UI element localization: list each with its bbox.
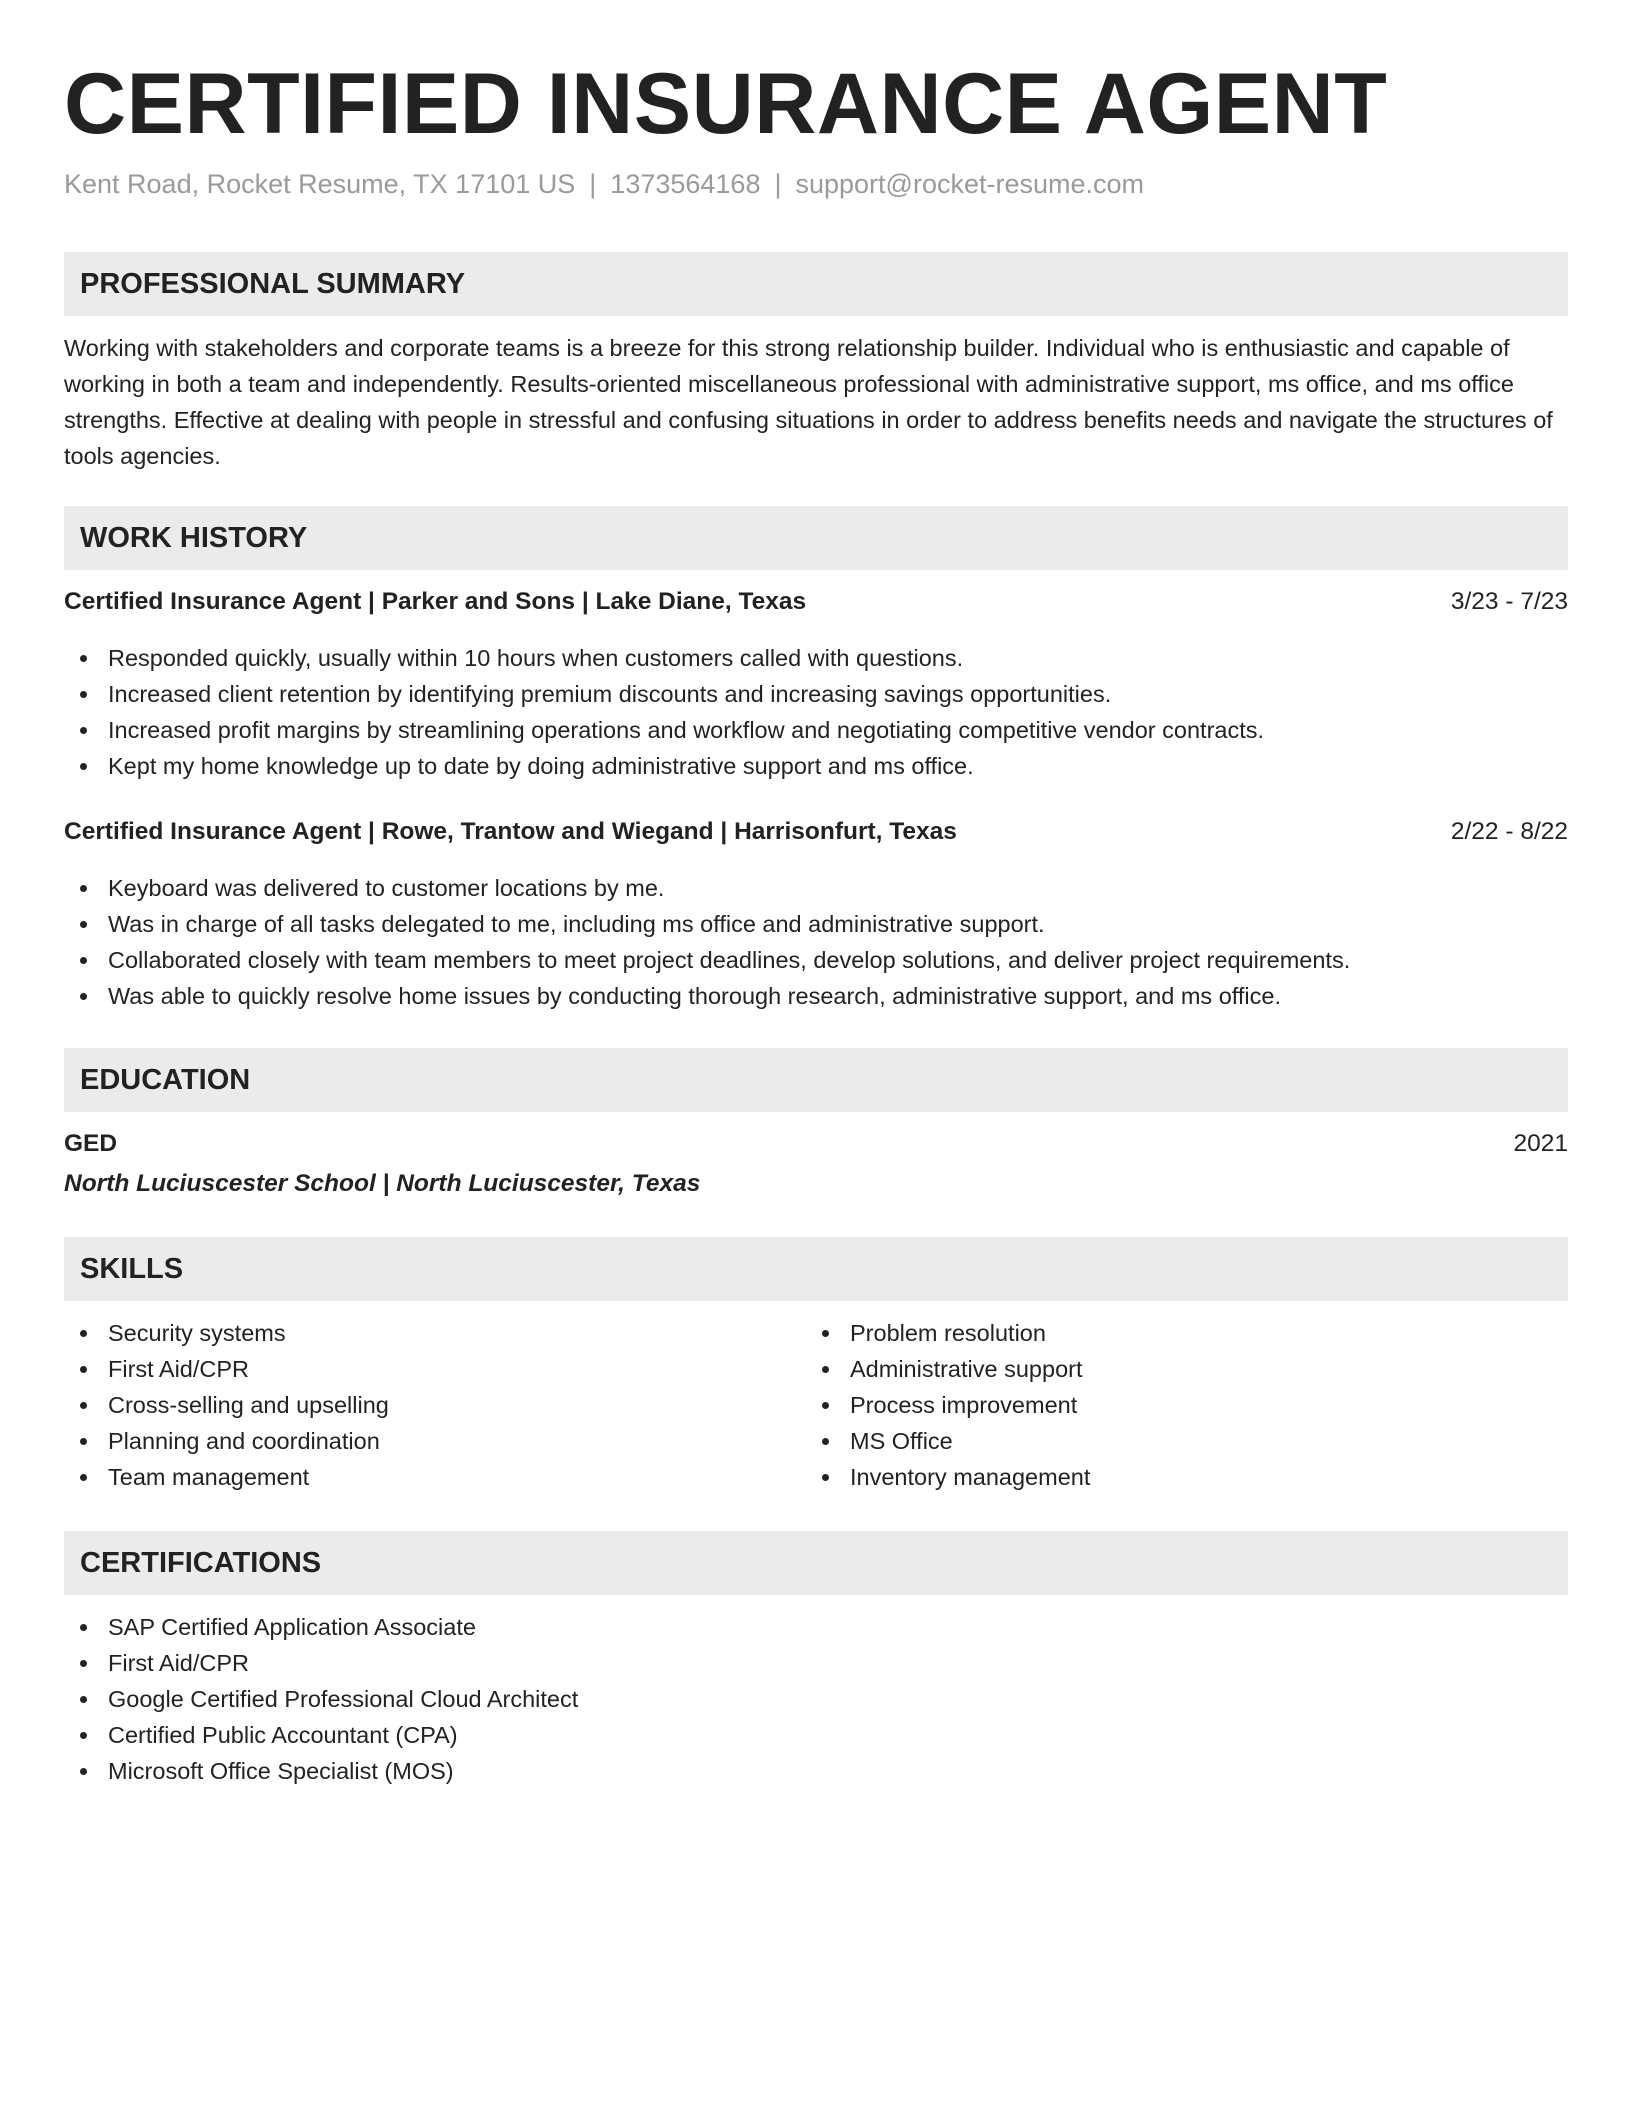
bullet-icon: [80, 1438, 87, 1445]
summary-text: Working with stakeholders and corporate teams is a breeze for this strong relationship builder. Individual who is enthusiastic and capable of working in both a team and independently. Results-oriented miscellaneous professional with administrative support, ms office, and ms office strengths. Effective at dealing with people in stressful and confusing situations in order to address benefits needs and navigate the structures of tools agencies.: [64, 335, 1553, 469]
job-title: Certified Insurance Agent | Rowe, Trantow and Wiegand | Harrisonfurt, Texas: [64, 818, 957, 845]
education-degree: GED: [64, 1130, 118, 1157]
bullet-icon: [80, 993, 87, 1000]
bullet-icon: [80, 763, 87, 770]
bullet-icon: [822, 1402, 829, 1409]
list-item: Administrative support: [806, 1351, 1090, 1387]
list-item: First Aid/CPR: [64, 1645, 578, 1681]
list-item: SAP Certified Application Associate: [64, 1609, 578, 1645]
bullet-icon: [80, 1330, 87, 1337]
skills-list-left: [64, 1315, 389, 1495]
section-header-certifications: CERTIFICATIONS: [64, 1531, 1568, 1595]
skills-list-right: [806, 1315, 1090, 1495]
job-dates: 2/22 - 8/22: [1450, 818, 1568, 845]
list-item: First Aid/CPR: [64, 1351, 389, 1387]
bullet-icon: [822, 1330, 829, 1337]
section-header-summary: PROFESSIONAL SUMMARY: [64, 252, 1568, 316]
contact-separator: |: [589, 169, 597, 199]
section-header-education: EDUCATION: [64, 1048, 1568, 1112]
bullet-icon: [80, 1768, 87, 1775]
bullet-icon: [80, 727, 87, 734]
list-item: Inventory management: [806, 1459, 1090, 1495]
bullet-icon: [822, 1438, 829, 1445]
certifications-list: [64, 1609, 578, 1789]
bullet-icon: [80, 921, 87, 928]
list-item: Process improvement: [806, 1387, 1090, 1423]
job-bullet-list: [64, 870, 1350, 1014]
bullet-icon: [80, 1366, 87, 1373]
list-item: Cross-selling and upselling: [64, 1387, 389, 1423]
bullet-icon: [80, 655, 87, 662]
list-item: Planning and coordination: [64, 1423, 389, 1459]
job-title: Certified Insurance Agent | Parker and Sons | Lake Diane, Texas: [64, 588, 807, 615]
list-item: Keyboard was delivered to customer locations by me.: [64, 870, 1350, 906]
list-item: Google Certified Professional Cloud Architect: [64, 1681, 578, 1717]
contact-phone: 1373564168: [610, 169, 761, 199]
list-item: Team management: [64, 1459, 389, 1495]
list-item: Microsoft Office Specialist (MOS): [64, 1753, 578, 1789]
list-item: Security systems: [64, 1315, 389, 1351]
resume-name-title: CERTIFIED INSURANCE AGENT: [64, 56, 1388, 152]
contact-separator: |: [774, 169, 782, 199]
contact-email: support@rocket-resume.com: [795, 169, 1145, 199]
contact-line: [64, 166, 1144, 202]
bullet-icon: [80, 1696, 87, 1703]
list-item: MS Office: [806, 1423, 1090, 1459]
bullet-icon: [80, 885, 87, 892]
bullet-icon: [80, 1732, 87, 1739]
list-item: Was in charge of all tasks delegated to me, including ms office and administrative support.: [64, 906, 1350, 942]
list-item: Collaborated closely with team members to meet project deadlines, develop solutions, and deliver project requirements.: [64, 942, 1350, 978]
bullet-icon: [80, 1624, 87, 1631]
bullet-icon: [80, 1660, 87, 1667]
job-bullet-list: [64, 640, 1264, 784]
bullet-icon: [822, 1366, 829, 1373]
bullet-icon: [80, 957, 87, 964]
bullet-icon: [80, 1474, 87, 1481]
list-item: Increased profit margins by streamlining operations and workflow and negotiating competitive vendor contracts.: [64, 712, 1264, 748]
job-dates: 3/23 - 7/23: [1450, 588, 1568, 615]
bullet-icon: [80, 1402, 87, 1409]
list-item: Was able to quickly resolve home issues by conducting thorough research, administrative support, and ms office.: [64, 978, 1350, 1014]
list-item: Increased client retention by identifying premium discounts and increasing savings opportunities.: [64, 676, 1264, 712]
list-item: Responded quickly, usually within 10 hours when customers called with questions.: [64, 640, 1264, 676]
section-header-work-history: WORK HISTORY: [64, 506, 1568, 570]
list-item: Certified Public Accountant (CPA): [64, 1717, 578, 1753]
contact-address: Kent Road, Rocket Resume, TX 17101 US: [64, 169, 576, 199]
list-item: Problem resolution: [806, 1315, 1090, 1351]
education-year: 2021: [1513, 1130, 1568, 1157]
section-header-skills: SKILLS: [64, 1237, 1568, 1301]
list-item: Kept my home knowledge up to date by doing administrative support and ms office.: [64, 748, 1264, 784]
bullet-icon: [80, 691, 87, 698]
bullet-icon: [822, 1474, 829, 1481]
education-school: North Luciuscester School | North Luciuscester, Texas: [64, 1170, 701, 1197]
